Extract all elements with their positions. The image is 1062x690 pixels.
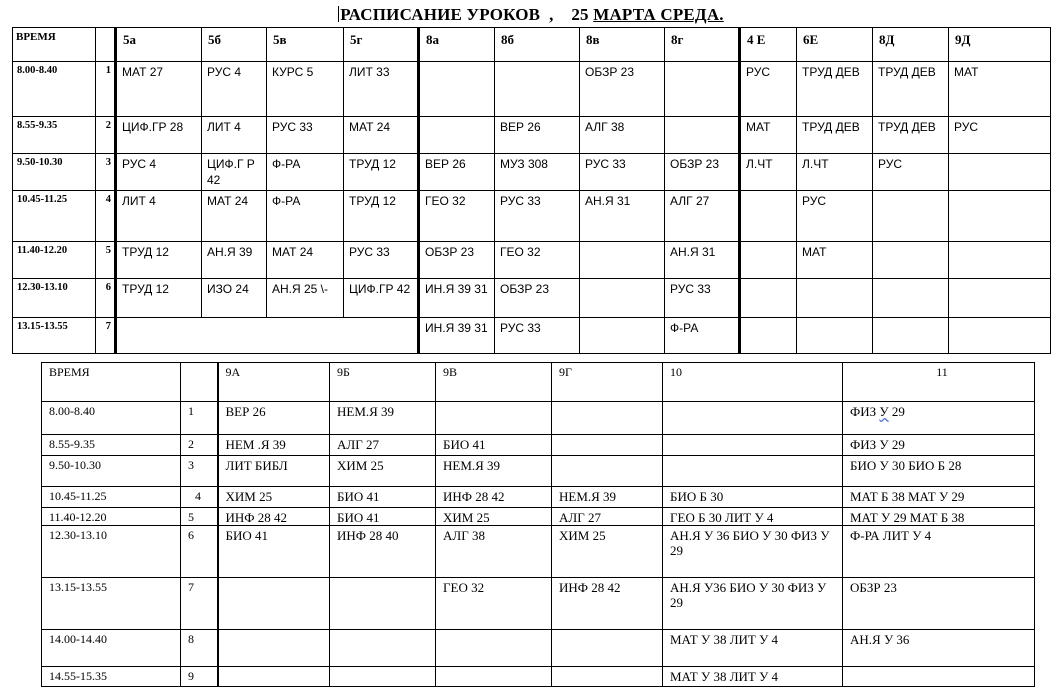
lesson-cell: Ф-РА ЛИТ У 4 [843, 526, 1035, 578]
lesson-cell [873, 279, 949, 318]
lesson-cell: ВЕР 26 [419, 154, 495, 191]
lesson-cell: РУС 33 [495, 191, 580, 242]
lesson-cell: Ф-РА [267, 191, 344, 242]
lesson-cell: ИН.Я 39 31 [419, 318, 495, 354]
lesson-cell: РУС 4 [202, 62, 267, 117]
lesson-cell: БИО Б 30 [663, 487, 843, 508]
lesson-cell: ГЕО 32 [436, 578, 552, 630]
lesson-cell [797, 318, 873, 354]
lesson-number-cell: 5 [181, 508, 218, 526]
lesson-cell: ФИЗ У 29 [843, 402, 1035, 435]
table1-row [13, 154, 1051, 191]
class-header: 5г [344, 28, 419, 62]
lesson-cell: ТРУД 12 [344, 191, 419, 242]
lesson-cell: ИНФ 28 42 [552, 578, 663, 630]
lesson-cell: МАТ [949, 62, 1051, 117]
lesson-cell: ОБЗР 23 [665, 154, 740, 191]
lesson-cell: ТРУД ДЕВ [873, 62, 949, 117]
lesson-cell [740, 318, 797, 354]
lesson-cell [552, 435, 663, 456]
lesson-cell: РУС [797, 191, 873, 242]
lesson-number-cell: 9 [181, 667, 218, 687]
lesson-number-cell: 5 [96, 242, 116, 279]
lesson-number-cell: 4 [181, 487, 218, 508]
lesson-cell [552, 402, 663, 435]
lesson-cell: МАТ [740, 117, 797, 154]
lesson-cell: МАТ Б 38 МАТ У 29 [843, 487, 1035, 508]
lesson-cell: ИНФ 28 42 [218, 508, 330, 526]
table2-row [42, 667, 1035, 687]
lesson-cell: ЦИФ.ГР 42 [344, 279, 419, 318]
table2-row [42, 526, 1035, 578]
lesson-cell: ИНФ 28 42 [436, 487, 552, 508]
time-header: ВРЕМЯ [13, 28, 96, 62]
title-main: РАСПИСАНИЕ УРОКОВ , 25 [340, 5, 594, 24]
lesson-cell: НЕМ.Я 39 [330, 402, 436, 435]
lesson-cell: ЛИТ 4 [202, 117, 267, 154]
spellcheck-mark: У [879, 404, 889, 419]
lesson-cell: ВЕР 26 [218, 402, 330, 435]
lesson-cell: АН.Я 31 [580, 191, 665, 242]
lesson-cell [330, 630, 436, 667]
time-cell: 8.55-9.35 [42, 435, 181, 456]
table1-header-row [13, 28, 1051, 62]
lesson-cell [419, 62, 495, 117]
lesson-cell: ТРУД ДЕВ [873, 117, 949, 154]
lesson-cell [873, 242, 949, 279]
lesson-cell [663, 402, 843, 435]
lesson-cell [665, 62, 740, 117]
lesson-cell: БИО 41 [218, 526, 330, 578]
lesson-number-cell: 4 [96, 191, 116, 242]
time-cell: 12.30-13.10 [13, 279, 96, 318]
class-header: 8в [580, 28, 665, 62]
lesson-cell [580, 279, 665, 318]
lesson-cell [436, 402, 552, 435]
lesson-number-cell: 1 [181, 402, 218, 435]
class-header: 9А [218, 363, 330, 402]
lesson-cell: БИО 41 [330, 487, 436, 508]
lesson-cell [665, 117, 740, 154]
lesson-cell: АЛГ 27 [665, 191, 740, 242]
time-cell: 13.15-13.55 [42, 578, 181, 630]
lesson-cell [116, 318, 419, 354]
table1-row [13, 191, 1051, 242]
page-title [0, 5, 1062, 25]
lesson-cell: ТРУД ДЕВ [797, 117, 873, 154]
table1-row [13, 279, 1051, 318]
lesson-cell [797, 279, 873, 318]
lesson-cell: ГЕО Б 30 ЛИТ У 4 [663, 508, 843, 526]
lesson-cell [436, 667, 552, 687]
lesson-cell [873, 191, 949, 242]
lesson-cell: ЛИТ 33 [344, 62, 419, 117]
lesson-cell: ИНФ 28 40 [330, 526, 436, 578]
lesson-cell [949, 191, 1051, 242]
time-cell: 12.30-13.10 [42, 526, 181, 578]
lesson-cell: Ф-РА [267, 154, 344, 191]
lesson-cell: МАТ У 38 ЛИТ У 4 [663, 667, 843, 687]
lesson-cell [949, 279, 1051, 318]
lesson-cell [580, 318, 665, 354]
lesson-cell: АН.Я 25 \- [267, 279, 344, 318]
lesson-cell [495, 62, 580, 117]
lesson-cell: АЛГ 27 [330, 435, 436, 456]
class-header: 8Д [873, 28, 949, 62]
lesson-number-cell: 7 [181, 578, 218, 630]
lesson-number-cell: 7 [96, 318, 116, 354]
table2-row [42, 508, 1035, 526]
lesson-cell: ХИМ 25 [552, 526, 663, 578]
lesson-cell [552, 456, 663, 487]
lesson-cell: АН.Я У 36 БИО У 30 ФИЗ У 29 [663, 526, 843, 578]
lesson-cell: РУС 33 [344, 242, 419, 279]
class-header: 11 [843, 363, 1035, 402]
table1-row [13, 318, 1051, 354]
class-header: 5в [267, 28, 344, 62]
lesson-cell: ТРУД ДЕВ [797, 62, 873, 117]
lesson-cell: АЛГ 27 [552, 508, 663, 526]
time-cell: 14.55-15.35 [42, 667, 181, 687]
time-cell: 14.00-14.40 [42, 630, 181, 667]
lesson-cell: ГЕО 32 [495, 242, 580, 279]
lesson-number-header [181, 363, 218, 402]
lesson-number-header [96, 28, 116, 62]
lesson-cell [580, 242, 665, 279]
lesson-cell: ОБЗР 23 [419, 242, 495, 279]
class-header: 9Д [949, 28, 1051, 62]
lesson-cell [949, 154, 1051, 191]
lesson-number-cell: 6 [96, 279, 116, 318]
lesson-cell: РУС 33 [665, 279, 740, 318]
time-cell: 10.45-11.25 [13, 191, 96, 242]
class-header: 4 Е [740, 28, 797, 62]
lesson-number-cell: 1 [96, 62, 116, 117]
lesson-cell: ТРУД 12 [116, 242, 202, 279]
lesson-cell: ТРУД 12 [116, 279, 202, 318]
class-header: 6Е [797, 28, 873, 62]
table2-header-row [42, 363, 1035, 402]
table2-row [42, 487, 1035, 508]
class-header: 9В [436, 363, 552, 402]
lesson-cell: ЛИТ 4 [116, 191, 202, 242]
lesson-cell: ОБЗР 23 [580, 62, 665, 117]
lesson-cell: ОБЗР 23 [843, 578, 1035, 630]
lesson-cell [218, 667, 330, 687]
lesson-cell: РУС 33 [495, 318, 580, 354]
lesson-cell: ХИМ 25 [218, 487, 330, 508]
table2-row [42, 435, 1035, 456]
lesson-cell: МАТ 24 [202, 191, 267, 242]
lesson-cell: ВЕР 26 [495, 117, 580, 154]
time-cell: 8.55-9.35 [13, 117, 96, 154]
lesson-number-cell: 8 [181, 630, 218, 667]
lesson-cell: Л.ЧТ [797, 154, 873, 191]
lesson-cell: РУС [949, 117, 1051, 154]
lesson-cell: АН.Я У36 БИО У 30 ФИЗ У 29 [663, 578, 843, 630]
lesson-cell: Л.ЧТ [740, 154, 797, 191]
lesson-cell: БИО У 30 БИО Б 28 [843, 456, 1035, 487]
class-header: 8а [419, 28, 495, 62]
lesson-cell: ХИМ 25 [330, 456, 436, 487]
lesson-cell [218, 578, 330, 630]
time-cell: 13.15-13.55 [13, 318, 96, 354]
lesson-number-cell: 6 [181, 526, 218, 578]
lesson-cell [552, 667, 663, 687]
lesson-cell: РУС 4 [116, 154, 202, 191]
title-date: МАРТА СРЕДА. [593, 5, 724, 24]
lesson-cell: НЕМ.Я 39 [552, 487, 663, 508]
lesson-cell [436, 630, 552, 667]
lesson-cell: МАТ У 38 ЛИТ У 4 [663, 630, 843, 667]
class-header: 8б [495, 28, 580, 62]
table2-row [42, 402, 1035, 435]
lesson-cell [873, 318, 949, 354]
lesson-cell: МАТ У 29 МАТ Б 38 [843, 508, 1035, 526]
lesson-cell [949, 318, 1051, 354]
lesson-cell [949, 242, 1051, 279]
lesson-cell: ТРУД 12 [344, 154, 419, 191]
class-header: 9Г [552, 363, 663, 402]
lesson-cell: ИН.Я 39 31 [419, 279, 495, 318]
class-header: 10 [663, 363, 843, 402]
table2-row [42, 578, 1035, 630]
table2-row [42, 630, 1035, 667]
lesson-cell: РУС [740, 62, 797, 117]
lesson-cell: ЦИФ.Г Р 42 [202, 154, 267, 191]
lesson-number-cell: 3 [181, 456, 218, 487]
time-cell: 11.40-12.20 [13, 242, 96, 279]
time-cell: 10.45-11.25 [42, 487, 181, 508]
lesson-cell: МАТ 27 [116, 62, 202, 117]
lesson-cell: ИЗО 24 [202, 279, 267, 318]
lesson-cell: МАТ 24 [267, 242, 344, 279]
lesson-cell [740, 242, 797, 279]
time-cell: 11.40-12.20 [42, 508, 181, 526]
lesson-cell: ЛИТ БИБЛ [218, 456, 330, 487]
class-header: 5б [202, 28, 267, 62]
lesson-number-cell: 3 [96, 154, 116, 191]
class-header: 5а [116, 28, 202, 62]
schedule-table-secondary [41, 362, 1035, 687]
table1-row [13, 62, 1051, 117]
lesson-cell: АН.Я У 36 [843, 630, 1035, 667]
class-header: 9Б [330, 363, 436, 402]
lesson-cell [419, 117, 495, 154]
lesson-cell: ОБЗР 23 [495, 279, 580, 318]
lesson-cell: Ф-РА [665, 318, 740, 354]
lesson-cell [218, 630, 330, 667]
lesson-cell: ХИМ 25 [436, 508, 552, 526]
time-header: ВРЕМЯ [42, 363, 181, 402]
lesson-cell: АН.Я 31 [665, 242, 740, 279]
lesson-cell: РУС 33 [267, 117, 344, 154]
table2-row [42, 456, 1035, 487]
lesson-cell: МАТ 24 [344, 117, 419, 154]
lesson-cell [663, 435, 843, 456]
lesson-cell: АН.Я 39 [202, 242, 267, 279]
lesson-cell: АЛГ 38 [580, 117, 665, 154]
lesson-cell: ГЕО 32 [419, 191, 495, 242]
time-cell: 9.50-10.30 [13, 154, 96, 191]
lesson-cell: РУС [873, 154, 949, 191]
lesson-cell [663, 456, 843, 487]
lesson-cell: КУРС 5 [267, 62, 344, 117]
time-cell: 8.00-8.40 [13, 62, 96, 117]
lesson-cell [740, 279, 797, 318]
lesson-cell: БИО 41 [436, 435, 552, 456]
lesson-cell: ЦИФ.ГР 28 [116, 117, 202, 154]
table1-row [13, 242, 1051, 279]
lesson-cell [740, 191, 797, 242]
lesson-cell: НЕМ .Я 39 [218, 435, 330, 456]
lesson-cell: ФИЗ У 29 [843, 435, 1035, 456]
lesson-cell: БИО 41 [330, 508, 436, 526]
time-cell: 9.50-10.30 [42, 456, 181, 487]
lesson-cell [330, 667, 436, 687]
time-cell: 8.00-8.40 [42, 402, 181, 435]
lesson-cell [330, 578, 436, 630]
table1-row [13, 117, 1051, 154]
lesson-cell: МАТ [797, 242, 873, 279]
class-header: 8г [665, 28, 740, 62]
lesson-number-cell: 2 [181, 435, 218, 456]
lesson-cell [843, 667, 1035, 687]
lesson-number-cell: 2 [96, 117, 116, 154]
schedule-table-primary [12, 27, 1051, 354]
lesson-cell: АЛГ 38 [436, 526, 552, 578]
lesson-cell: МУЗ 308 [495, 154, 580, 191]
lesson-cell [552, 630, 663, 667]
lesson-cell: РУС 33 [580, 154, 665, 191]
lesson-cell: НЕМ.Я 39 [436, 456, 552, 487]
